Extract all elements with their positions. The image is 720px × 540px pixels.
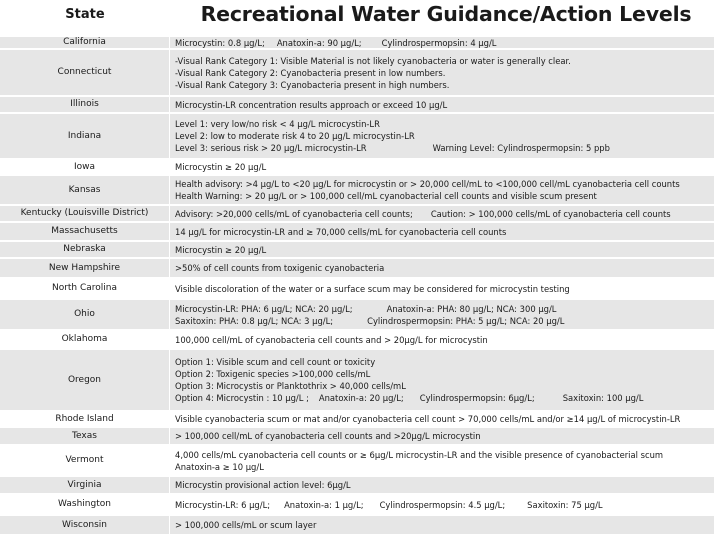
- guidance-text: -Visual Rank Category 1: Visible Material is not likely cyanobacteria or water is generally clear.: [175, 55, 571, 66]
- guidance-cell: [170, 446, 714, 475]
- guidance-line: [175, 67, 714, 79]
- table-row: [0, 445, 720, 476]
- guidance-cell: [170, 300, 714, 329]
- state-name: Iowa: [73, 161, 96, 172]
- guidance-line: [175, 226, 714, 238]
- guidance-line: [175, 178, 714, 190]
- guidance-cell: [170, 50, 714, 95]
- table-row: [0, 349, 720, 411]
- guidance-cell: [170, 412, 714, 426]
- state-name: Rhode Island: [55, 413, 114, 424]
- guidance-text: 4,000 cells/mL cyanobacteria cell counts or ≥ 6µg/L microcystin-LR and the visible presence of cyanobacterial scum: [175, 449, 664, 460]
- guidance-cell: [170, 495, 714, 514]
- table-row: [0, 222, 720, 241]
- state-name: Connecticut: [0, 50, 169, 95]
- guidance-text: 14 µg/L for microcystin-LR and ≥ 70,000 cells/mL for cyanobacteria cell counts: [175, 226, 507, 237]
- guidance-line: [175, 130, 714, 142]
- guidance-line: [175, 334, 714, 346]
- guidance-cell: [170, 428, 714, 444]
- table-row: [0, 205, 720, 222]
- guidance-line: [175, 190, 714, 202]
- guidance-cell: [170, 114, 714, 158]
- state-name: Nebraska: [0, 242, 169, 257]
- state-name: Wisconsin: [0, 516, 169, 534]
- state-name: Kansas: [0, 176, 169, 204]
- table-row: [0, 241, 720, 258]
- guidance-text: Anatoxin-a: PHA: 80 µg/L; NCA: 300 µg/L: [386, 303, 557, 314]
- table-row: [0, 278, 720, 299]
- guidance-line: [175, 37, 714, 48]
- guidance-text: Level 3: serious risk > 20 µg/L microcystin-LR: [175, 143, 367, 153]
- guidance-text: Visible discoloration of the water or a surface scum may be considered for microcystin testing: [175, 283, 570, 294]
- guidance-cell: [170, 242, 714, 257]
- table-row: [0, 299, 720, 330]
- state-name: Oregon: [0, 350, 169, 410]
- state-name: Illinois: [0, 97, 169, 112]
- guidance-text: Option 2: Toxigenic species >100,000 cells/mL: [175, 369, 371, 379]
- guidance-text: Anatoxin-a: 20 µg/L;: [318, 393, 404, 403]
- guidance-text: >50% of cell counts from toxigenic cyanobacteria: [175, 263, 385, 273]
- guidance-line: [175, 519, 714, 531]
- guidance-text: Microcystin-LR concentration results approach or exceed 10 µg/L: [175, 99, 448, 110]
- guidance-text: Cylindrospermopsin: 4 µg/L: [381, 37, 497, 48]
- guidance-line: [175, 461, 714, 473]
- guidance-line: [175, 79, 714, 91]
- guidance-text: Caution: > 100,000 cells/mL of cyanobacteria cell counts: [430, 208, 671, 219]
- guidance-cell: [170, 259, 714, 277]
- guidance-text: Microcystin-LR: PHA: 6 µg/L; NCA: 20 µg/L;: [175, 303, 353, 314]
- guidance-line: [175, 142, 714, 154]
- guidance-line: [175, 99, 714, 111]
- guidance-text: Level 2: low to moderate risk 4 to 20 µg/L microcystin-LR: [175, 131, 415, 141]
- guidance-text: Anatoxin-a: 1 µg/L;: [284, 499, 364, 510]
- guidance-text: 100,000 cell/mL of cyanobacteria cell counts and > 20µg/L for microcystin: [175, 334, 488, 345]
- guidance-text: Microcystin provisional action level: 6µg/L: [175, 480, 351, 490]
- state-name: North Carolina: [51, 283, 118, 294]
- guidance-text: -Visual Rank Category 2: Cyanobacteria present in low numbers.: [175, 67, 446, 78]
- guidance-text: Option 3: Microcystis or Planktothrix > 40,000 cells/mL: [175, 381, 406, 391]
- guidance-line: [175, 244, 714, 256]
- guidance-text: Microcystin ≥ 20 µg/L: [175, 244, 267, 255]
- page-title: Recreational Water Guidance/Action Levels: [200, 2, 692, 26]
- guidance-cell: [170, 331, 714, 348]
- guidance-text: Cylindrospermopsin: PHA: 5 µg/L; NCA: 20 µg/L: [367, 315, 565, 326]
- table-row: [0, 476, 720, 494]
- guidance-text: Level 1: very low/no risk < 4 µg/L microcystin-LR: [175, 119, 380, 129]
- table-row: [0, 96, 720, 113]
- state-name: Vermont: [65, 455, 104, 466]
- guidance-line: [175, 55, 714, 67]
- table-row: [0, 159, 720, 175]
- guidance-text: Saxitoxin: PHA: 0.8 µg/L; NCA: 3 µg/L;: [175, 315, 334, 326]
- guidance-cell: [170, 350, 714, 410]
- guidance-line: [175, 161, 714, 173]
- guidance-text: Warning Level: Cylindrospermopsin: 5 ppb: [432, 143, 610, 153]
- guidance-text: Microcystin: 0.8 µg/L;: [175, 37, 265, 48]
- guidance-text: Advisory: >20,000 cells/mL of cyanobacteria cell counts;: [175, 208, 413, 219]
- guidance-line: [175, 262, 714, 274]
- guidance-line: [175, 499, 714, 511]
- table-row: [0, 411, 720, 427]
- state-name: California: [0, 37, 169, 48]
- guidance-text: Saxitoxin: 75 µg/L: [527, 499, 603, 510]
- state-name: Washington: [58, 499, 111, 510]
- state-column-header: State: [65, 6, 105, 22]
- guidance-line: [175, 413, 714, 425]
- state-name: Indiana: [0, 114, 169, 158]
- guidance-cell: [170, 279, 714, 298]
- guidance-cell: [170, 160, 714, 174]
- state-name: Massachusetts: [0, 223, 169, 240]
- guidance-cell: [170, 516, 714, 534]
- state-name: Virginia: [0, 477, 169, 493]
- table-row: [0, 258, 720, 278]
- table-row: [0, 175, 720, 205]
- guidance-line: [175, 479, 714, 491]
- guidance-text: > 100,000 cells/mL or scum layer: [175, 520, 317, 530]
- guidance-cell: [170, 176, 714, 204]
- table-row: [0, 330, 720, 349]
- table-row: [0, 427, 720, 445]
- guidance-cell: [170, 206, 714, 221]
- guidance-text: Cylindrospermopsin: 6µg/L;: [419, 393, 535, 403]
- guidance-text: Microcystin ≥ 20 µg/L: [175, 162, 267, 172]
- guidance-line: [175, 118, 714, 130]
- state-name: Ohio: [0, 300, 169, 329]
- state-name: Oklahoma: [61, 334, 108, 345]
- guidance-line: [175, 380, 714, 392]
- guidance-text: Saxitoxin: 100 µg/L: [562, 393, 644, 403]
- guidance-text: > 100,000 cell/mL of cyanobacteria cell counts and >20µg/L microcystin: [175, 431, 481, 441]
- state-name: Texas: [0, 428, 169, 444]
- table-row: [0, 113, 720, 159]
- guidance-text: Microcystin-LR: 6 µg/L;: [175, 499, 271, 510]
- guidance-line: [175, 392, 714, 404]
- guidance-text: Health advisory: >4 µg/L to <20 µg/L for microcystin or > 20,000 cell/mL to <100,000 cell/mL cyanobacteria cell counts: [175, 179, 680, 189]
- guidance-cell: [170, 97, 714, 112]
- guidance-line: [175, 430, 714, 442]
- table-row: [0, 494, 720, 515]
- guidance-line: [175, 283, 714, 295]
- guidance-text: Option 1: Visible scum and cell count or toxicity: [175, 357, 376, 367]
- guidance-text: Anatoxin-a: 90 µg/L;: [276, 37, 362, 48]
- guidance-line: [175, 303, 714, 315]
- state-name: New Hampshire: [0, 259, 169, 277]
- guidance-text: Option 4: Microcystin : 10 µg/L ;: [175, 393, 309, 403]
- guidance-cell: [170, 37, 714, 48]
- table-row: [0, 515, 720, 535]
- guidance-text: Anatoxin-a ≥ 10 µg/L: [175, 461, 264, 472]
- guidance-line: [175, 356, 714, 368]
- guidance-cell: [170, 477, 714, 493]
- guidance-text: Health Warning: > 20 µg/L or > 100,000 cell/mL cyanobacterial cell counts and visible scum present: [175, 191, 597, 201]
- guidance-line: [175, 368, 714, 380]
- guidance-text: Visible cyanobacteria scum or mat and/or cyanobacteria cell count > 70,000 cells/mL and/or ≥14 µg/L of microcystin-LR: [175, 414, 681, 424]
- table-row: [0, 49, 720, 96]
- guidance-line: [175, 208, 714, 220]
- guidance-cell: [170, 223, 714, 240]
- guidance-line: [175, 315, 714, 327]
- state-name: Kentucky (Louisville District): [0, 206, 169, 221]
- guidance-line: [175, 449, 714, 461]
- guidance-text: Cylindrospermopsin: 4.5 µg/L;: [379, 499, 506, 510]
- table-row: [0, 36, 720, 49]
- guidance-text: -Visual Rank Category 3: Cyanobacteria present in high numbers.: [175, 79, 450, 90]
